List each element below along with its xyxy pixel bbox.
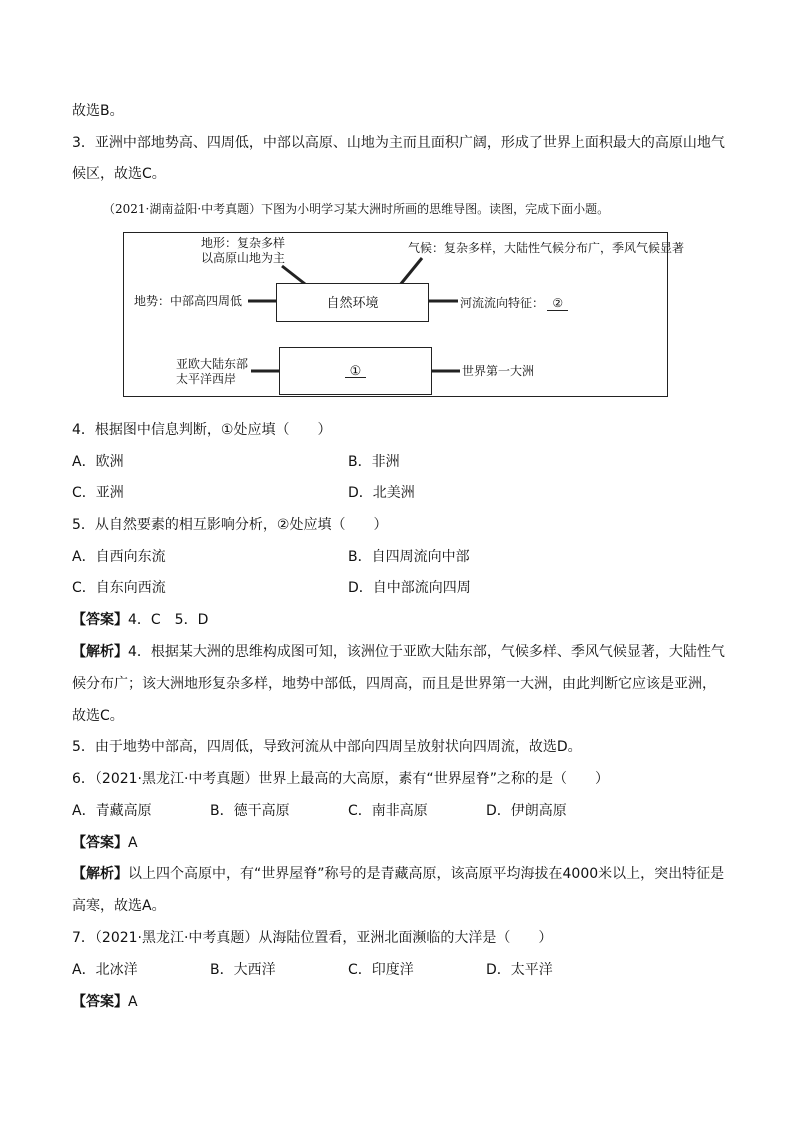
natural-environment-box (276, 283, 429, 322)
mind-map-diagram (123, 232, 685, 397)
river-label-text: 河流流向特征： (460, 296, 545, 310)
analysis-tag: 【解析】 (72, 644, 128, 660)
option-5b: B．自四周流向中部 (348, 549, 470, 565)
slope-label: 地势：中部高四周低 (134, 294, 243, 308)
answer-tag: 【答案】 (72, 994, 128, 1010)
center-label: 自然环境 (326, 295, 379, 310)
terrain-label-1: 地形：复杂多样 (201, 236, 286, 250)
question-7: 7．（2021·黑龙江·中考真题）从海陆位置看，亚洲北面濒临的大洋是（ ） (72, 930, 553, 946)
answer-6 (72, 833, 138, 853)
answer-7 (72, 992, 138, 1012)
question-6: 6．（2021·黑龙江·中考真题）世界上最高的大高原，素有“世界屋脊”之称的是（ ） (72, 771, 609, 787)
question-intro: （2021·湖南益阳·中考真题）下图为小明学习某大洲时所画的思维导图。读图，完成下面小题。 (103, 202, 610, 216)
analysis-tag: 【解析】 (72, 866, 128, 882)
option-7a: A．北冰洋 (72, 962, 138, 978)
analysis-text: 以上四个高原中，有“世界屋脊”称号的是青藏高原，该高原平均海拔在4000米以上，突出特征是 (128, 866, 725, 882)
analysis-5-line: 5．由于地势中部高，四周低，导致河流从中部向四周呈放射状向四周流，故选D。 (72, 739, 582, 755)
option-5d: D．自中部流向四周 (348, 580, 471, 596)
option-6c: C．南非高原 (348, 803, 428, 819)
analysis-4-5-line-3: 故选C。 (72, 708, 124, 724)
option-7d: D．太平洋 (486, 962, 553, 978)
option-4b: B．非洲 (348, 454, 400, 470)
answer-tag: 【答案】 (72, 612, 128, 628)
analysis-6-line-1 (72, 864, 724, 884)
answer-text: A (128, 994, 138, 1010)
option-6a: A．青藏高原 (72, 803, 152, 819)
option-4a: A．欧洲 (72, 454, 124, 470)
question-5: 5．从自然要素的相互影响分析，②处应填（ ） (72, 517, 388, 533)
connector-climate (400, 258, 422, 285)
option-7b: B．大西洋 (210, 962, 276, 978)
blank-1-wrap (280, 363, 431, 378)
largest-continent-label: 世界第一大洲 (462, 364, 535, 378)
answer-4-5 (72, 610, 208, 630)
continent-box (279, 347, 432, 395)
analysis-4-5-line-1 (72, 642, 725, 662)
answer-text: A (128, 835, 138, 851)
analysis-4-5-line-2: 候分布广；该大洲地形复杂多样，地势中部低，四周高，而且是世界第一大洲，由此判断它应该是亚洲， (72, 676, 716, 692)
blank-2: ② (547, 297, 568, 311)
answer-tag: 【答案】 (72, 835, 128, 851)
location-label-2: 太平洋西岸 (176, 372, 237, 386)
analysis-6-line-2: 高寒，故选A。 (72, 898, 166, 914)
option-6b: B．德干高原 (210, 803, 290, 819)
question-4: 4．根据图中信息判断，①处应填（ ） (72, 422, 332, 438)
location-label-1: 亚欧大陆东部 (176, 357, 249, 371)
option-5a: A．自西向东流 (72, 549, 166, 565)
analysis-text: 4．根据某大洲的思维构成图可知，该洲位于亚欧大陆东部，气候多样、季风气候显著，大陆性气 (128, 644, 725, 660)
option-7c: C．印度洋 (348, 962, 414, 978)
river-label (460, 296, 568, 311)
option-4c: C．亚洲 (72, 485, 124, 501)
climate-label: 气候：复杂多样，大陆性气候分布广，季风气候显著 (408, 241, 685, 255)
option-5c: C．自东向西流 (72, 580, 166, 596)
text-line: 3．亚洲中部地势高、四周低，中部以高原、山地为主而且面积广阔，形成了世界上面积最大的高原山地气 (72, 135, 725, 151)
terrain-label-2: 以高原山地为主 (201, 251, 286, 265)
option-4d: D．北美洲 (348, 485, 415, 501)
option-6d: D．伊朗高原 (486, 803, 567, 819)
text-line: 故选B。 (72, 103, 124, 119)
text-line: 候区，故选C。 (72, 166, 166, 182)
blank-1: ① (345, 364, 367, 378)
answer-text: 4．C 5．D (128, 612, 209, 628)
